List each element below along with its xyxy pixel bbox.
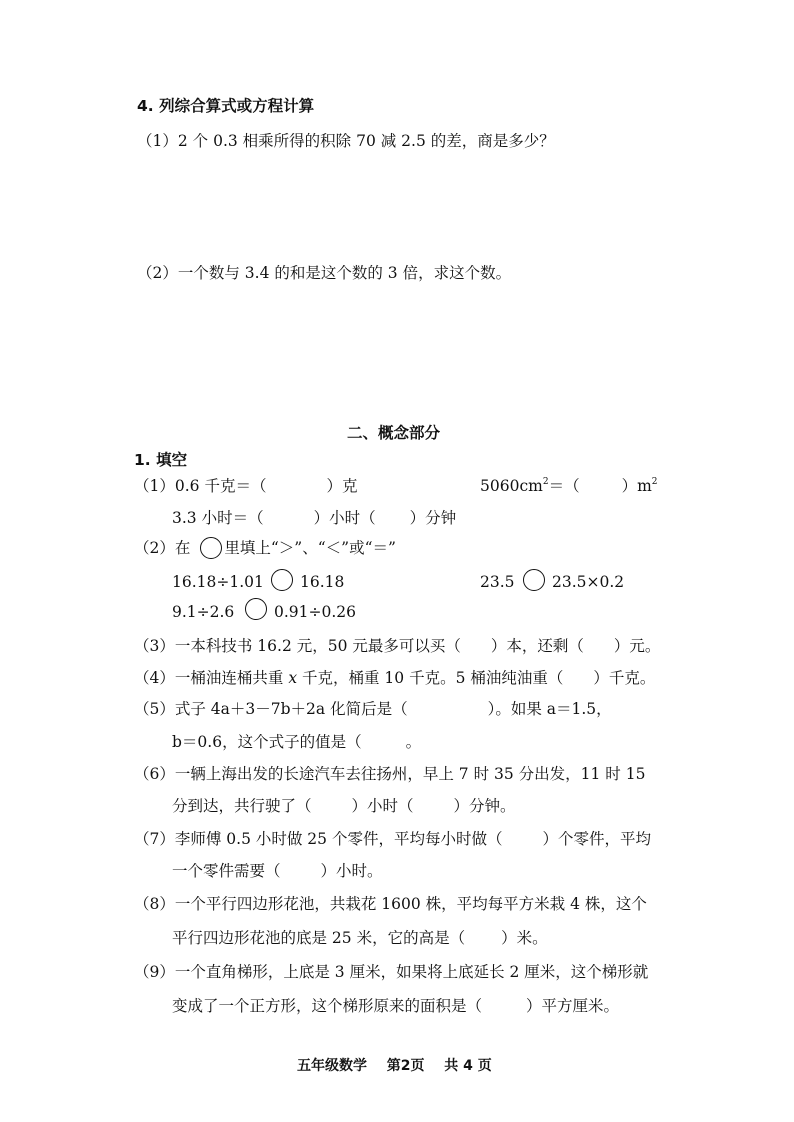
fill-5-line-1: （5）式子 4a＋3－7b＋2a 化简后是（ ）。如果 a＝1.5， xyxy=(134,700,612,718)
footer-page-number: 第2页 xyxy=(386,1058,425,1074)
fill-1-c: 3.3 小时＝（ ）小时（ ）分钟 xyxy=(172,509,457,527)
fill-blank-title: 1. 填空 xyxy=(134,451,188,469)
q4-problem-2: （2）一个数与 3.4 的和是这个数的 3 倍，求这个数。 xyxy=(137,264,512,282)
fill-8-line-1: （8）一个平行四边形花池，共栽花 1600 株，平均每平方米栽 4 株，这个 xyxy=(134,895,647,913)
fill-1-a: （1）0.6 千克＝（ ）克 xyxy=(134,477,358,495)
fill-8-line-2: 平行四边形花池的底是 25 米，它的高是（ ）米。 xyxy=(172,929,548,947)
compare-expr-1-left: 16.18÷1.01 xyxy=(172,573,264,591)
fill-4: （4）一桶油连桶共重 x 千克，桶重 10 千克。5 桶油纯油重（ ）千克。 xyxy=(134,669,656,687)
compare-expr-3-left: 9.1÷2.6 xyxy=(172,603,235,621)
compare-circle-icon xyxy=(200,537,222,559)
fill-1-b: $5060cm^2=$（ ）$m^2$ xyxy=(480,477,658,495)
compare-expr-3-right: 0.91÷0.26 xyxy=(274,603,357,621)
q4-problem-1: （1）2 个 0.3 相乘所得的积除 70 减 2.5 的差，商是多少？ xyxy=(137,132,555,150)
compare-circle-2[interactable] xyxy=(523,569,545,591)
footer-subject: 五年级数学 xyxy=(297,1058,367,1074)
q4-title: 4. 列综合算式或方程计算 xyxy=(137,97,315,115)
compare-expr-1-right: 16.18 xyxy=(300,573,345,591)
fill-2-a: （2）在 里填上“＞”、“＜”或“＝” xyxy=(134,539,396,557)
section-title: 二、概念部分 xyxy=(347,424,441,442)
fill-5-line-2: b＝0.6，这个式子的值是（ 。 xyxy=(172,733,422,751)
fill-7-line-2: 一个零件需要（ ）小时。 xyxy=(172,862,383,880)
compare-circle-3[interactable] xyxy=(245,598,267,620)
compare-expr-2-right: 23.5×0.2 xyxy=(552,573,625,591)
compare-circle-1[interactable] xyxy=(271,569,293,591)
fill-6-line-1: （6）一辆上海出发的长途汽车去往扬州，早上 7 时 35 分出发，11 时 15 xyxy=(134,765,646,783)
fill-3: （3）一本科技书 16.2 元，50 元最多可以买（ ）本，还剩（ ）元。 xyxy=(134,637,661,655)
footer-total-pages: 共 4 页 xyxy=(444,1058,492,1074)
fill-6-line-2: 分到达，共行驶了（ ）小时（ ）分钟。 xyxy=(172,797,516,815)
fill-7-line-1: （7）李师傅 0.5 小时做 25 个零件，平均每小时做（ ）个零件，平均 xyxy=(134,830,651,848)
compare-expr-2-left: 23.5 xyxy=(480,573,515,591)
fill-9-line-2: 变成了一个正方形，这个梯形原来的面积是（ ）平方厘米。 xyxy=(172,997,620,1015)
fill-9-line-1: （9）一个直角梯形，上底是 3 厘米，如果将上底延长 2 厘米，这个梯形就 xyxy=(134,963,649,981)
page-footer xyxy=(297,1056,492,1076)
